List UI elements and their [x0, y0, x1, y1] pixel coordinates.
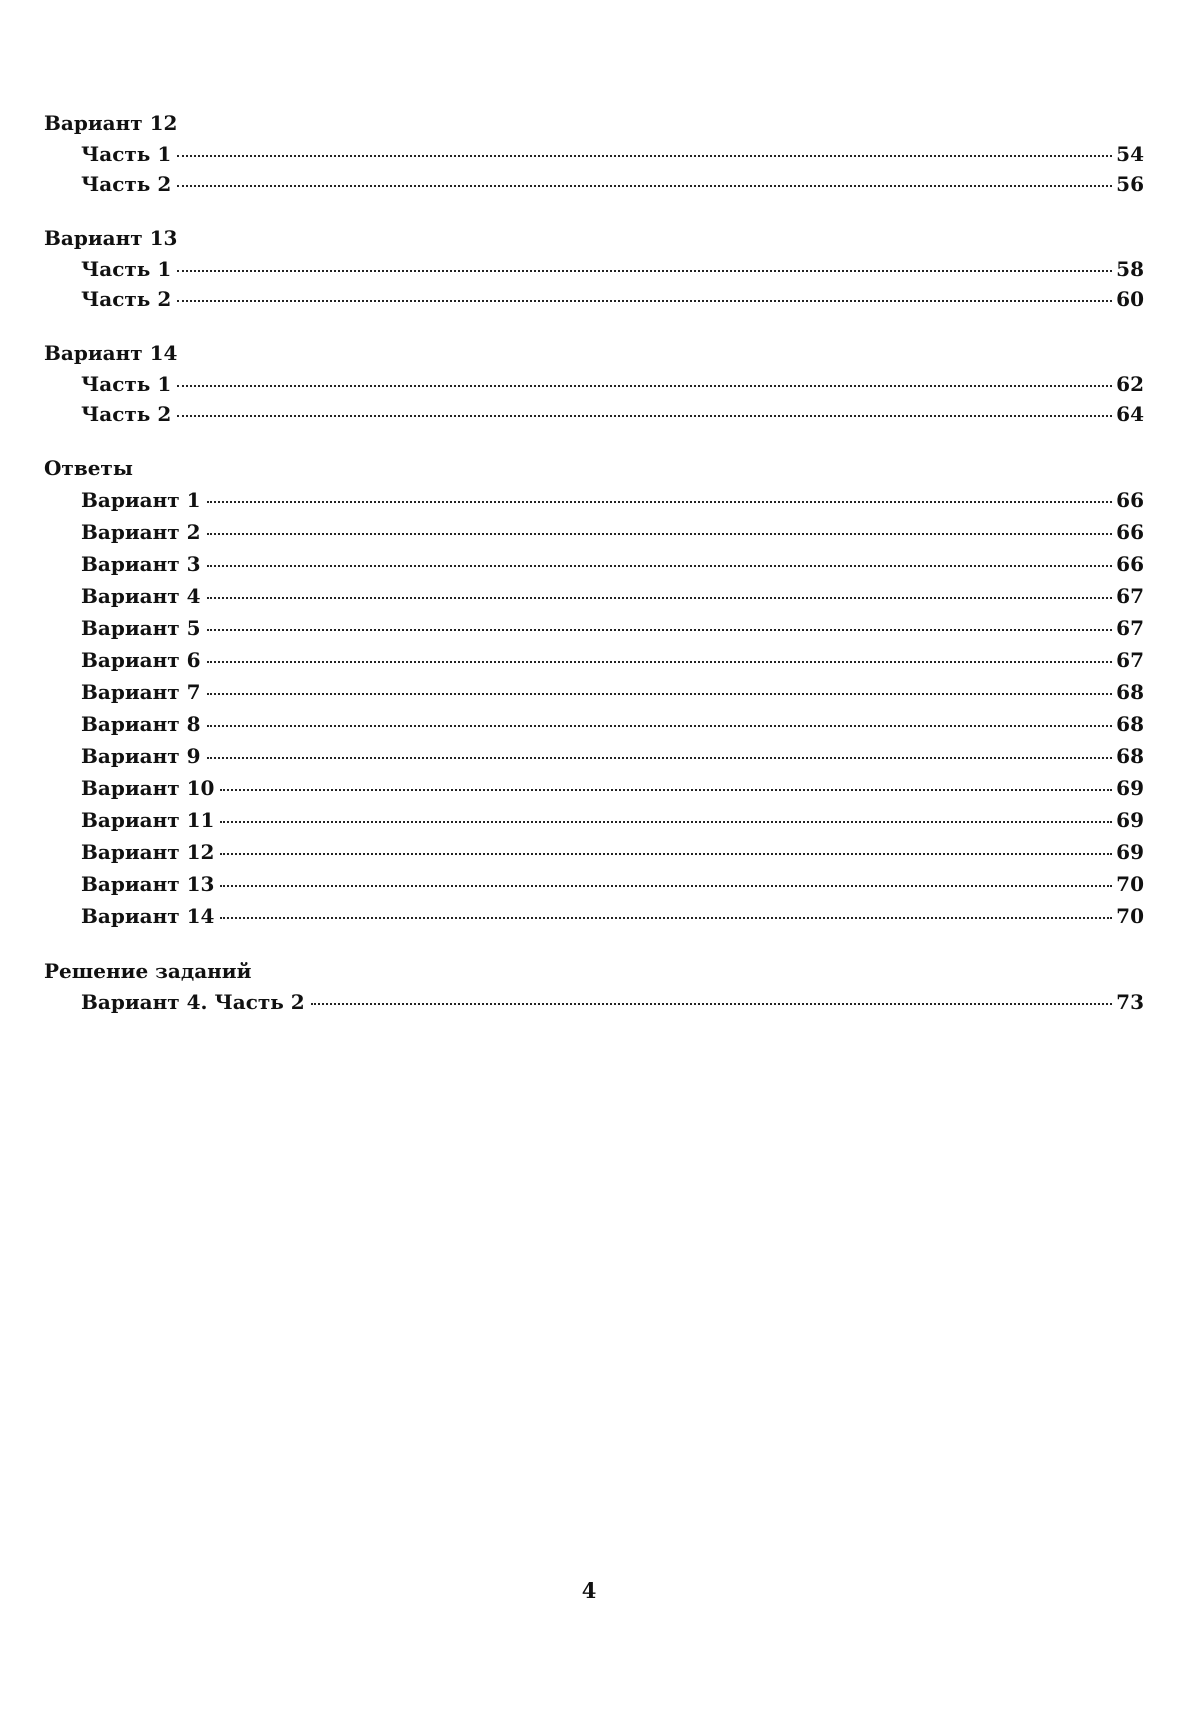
toc-entry-label: Вариант 12	[81, 840, 215, 864]
toc-entry-label: Вариант 5	[81, 616, 201, 640]
toc-section-title: Вариант 12	[44, 111, 178, 135]
toc-entry-page: 56	[1116, 172, 1144, 196]
dot-leader	[311, 1003, 1112, 1005]
dot-leader	[207, 757, 1112, 759]
toc-section-title: Ответы	[44, 456, 133, 480]
toc-entry-page: 68	[1116, 680, 1144, 704]
toc-entry	[44, 284, 1144, 314]
toc-entry-label: Часть 2	[81, 402, 172, 426]
toc-entry	[44, 868, 1144, 900]
toc-entry	[44, 644, 1144, 676]
toc-entry	[44, 516, 1144, 548]
toc-entry-label: Вариант 10	[81, 776, 215, 800]
toc-entry-label: Вариант 14	[81, 904, 215, 928]
toc-entry	[44, 740, 1144, 772]
dot-leader	[177, 415, 1112, 417]
dot-leader	[207, 661, 1112, 663]
toc-entry-page: 73	[1116, 990, 1144, 1014]
dot-leader	[207, 693, 1112, 695]
dot-leader	[220, 789, 1112, 791]
dot-leader	[207, 501, 1112, 503]
toc-section	[44, 453, 1144, 932]
toc-entry	[44, 612, 1144, 644]
table-of-contents	[44, 108, 1144, 1017]
toc-entry-label: Вариант 8	[81, 712, 201, 736]
toc-entry-label: Часть 1	[81, 257, 172, 281]
toc-entry-page: 54	[1116, 142, 1144, 166]
toc-entry-label: Часть 1	[81, 142, 172, 166]
toc-entry-label: Вариант 11	[81, 808, 215, 832]
toc-entry	[44, 169, 1144, 199]
toc-entry-label: Вариант 7	[81, 680, 201, 704]
dot-leader	[220, 917, 1112, 919]
dot-leader	[177, 185, 1112, 187]
toc-entry	[44, 139, 1144, 169]
toc-entry	[44, 369, 1144, 399]
page-number: 4	[581, 1578, 597, 1603]
toc-entry-page: 66	[1116, 552, 1144, 576]
toc-entry-label: Вариант 3	[81, 552, 201, 576]
dot-leader	[207, 533, 1112, 535]
toc-entry	[44, 580, 1144, 612]
toc-entry-page: 69	[1116, 776, 1144, 800]
toc-entry-label: Часть 1	[81, 372, 172, 396]
toc-section-title: Решение заданий	[44, 959, 252, 983]
toc-section-title: Вариант 13	[44, 226, 178, 250]
dot-leader	[177, 270, 1112, 272]
toc-entry-page: 60	[1116, 287, 1144, 311]
toc-entry-page: 69	[1116, 840, 1144, 864]
toc-entry-page: 67	[1116, 584, 1144, 608]
toc-entry	[44, 987, 1144, 1017]
toc-entry-page: 70	[1116, 904, 1144, 928]
dot-leader	[207, 597, 1112, 599]
toc-entry-label: Часть 2	[81, 172, 172, 196]
toc-entry-label: Вариант 4	[81, 584, 201, 608]
toc-entry-page: 66	[1116, 488, 1144, 512]
dot-leader	[220, 853, 1112, 855]
toc-entry	[44, 900, 1144, 932]
toc-entry-page: 62	[1116, 372, 1144, 396]
dot-leader	[207, 629, 1112, 631]
toc-entry	[44, 484, 1144, 516]
toc-entry-page: 67	[1116, 616, 1144, 640]
toc-entry-label: Вариант 13	[81, 872, 215, 896]
toc-entry-page: 67	[1116, 648, 1144, 672]
toc-entry-label: Вариант 6	[81, 648, 201, 672]
toc-entry-label: Вариант 1	[81, 488, 201, 512]
toc-entry-label: Вариант 9	[81, 744, 201, 768]
toc-entry	[44, 399, 1144, 429]
toc-entry	[44, 254, 1144, 284]
dot-leader	[207, 565, 1112, 567]
toc-entry	[44, 804, 1144, 836]
toc-entry	[44, 772, 1144, 804]
dot-leader	[207, 725, 1112, 727]
dot-leader	[177, 155, 1112, 157]
toc-entry-page: 70	[1116, 872, 1144, 896]
toc-entry-page: 64	[1116, 402, 1144, 426]
toc-entry-page: 68	[1116, 744, 1144, 768]
dot-leader	[220, 821, 1112, 823]
toc-section	[44, 108, 1144, 199]
toc-entry-page: 69	[1116, 808, 1144, 832]
toc-entry	[44, 836, 1144, 868]
toc-entry	[44, 676, 1144, 708]
toc-section	[44, 338, 1144, 429]
toc-section-title: Вариант 14	[44, 341, 178, 365]
toc-entry	[44, 548, 1144, 580]
dot-leader	[220, 885, 1112, 887]
toc-entry-page: 58	[1116, 257, 1144, 281]
toc-entry-label: Вариант 2	[81, 520, 201, 544]
toc-entry-page: 68	[1116, 712, 1144, 736]
dot-leader	[177, 300, 1112, 302]
toc-entry-page: 66	[1116, 520, 1144, 544]
toc-entry	[44, 708, 1144, 740]
toc-entry-label: Вариант 4. Часть 2	[81, 990, 305, 1014]
dot-leader	[177, 385, 1112, 387]
toc-section	[44, 956, 1144, 1017]
toc-section	[44, 223, 1144, 314]
toc-entry-label: Часть 2	[81, 287, 172, 311]
